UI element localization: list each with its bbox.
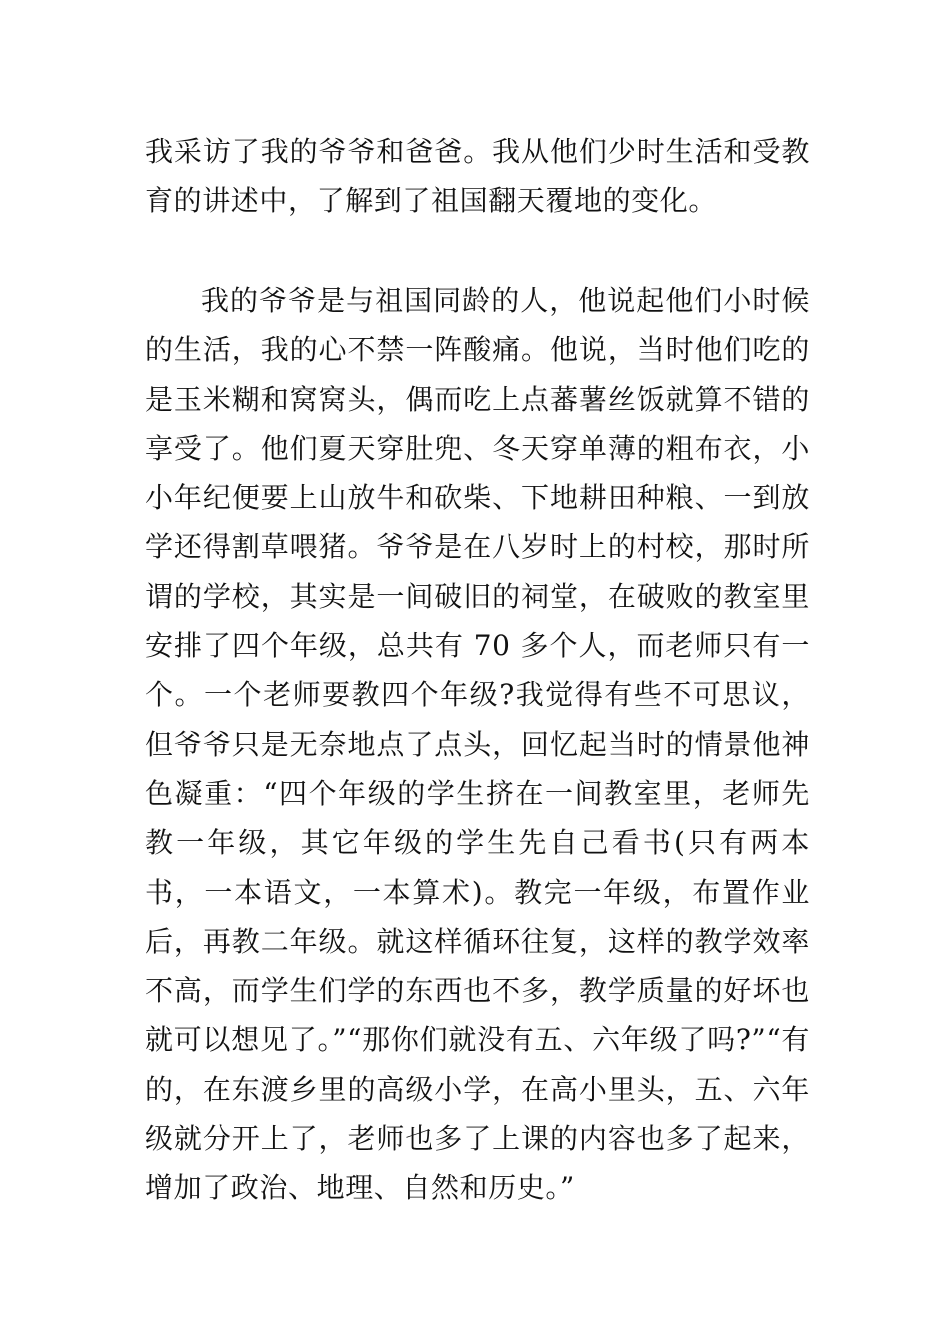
paragraph-intro: 我采访了我的爷爷和爸爸。我从他们少时生活和受教育的讲述中，了解到了祖国翻天覆地的变化。 <box>145 135 810 218</box>
paragraph-grandfather-story: 我的爷爷是与祖国同龄的人，他说起他们小时候的生活，我的心不禁一阵酸痛。他说，当时他们吃的是玉米糊和窝窝头，偶而吃上点蕃薯丝饭就算不错的享受了。他们夏天穿肚兜、冬天穿单薄的粗布衣，小小年纪便要上山放牛和砍柴、下地耕田种粮、一到放学还得割草喂猪。爷爷是在八岁时上的村校，那时所谓的学校，其实是一间破旧的祠堂，在破败的教室里安排了四个年级，总共有 70 多个人，而老师只有一个。一个老师要教四个年级?我觉得有些不可思议，但爷爷只是无奈地点了点头，回忆起当时的情景他神色凝重：“四个年级的学生挤在一间教室里，老师先教一年级，其它年级的学生先自己看书(只有两本书，一本语文，一本算术)。教完一年级，布置作业后，再教二年级。就这样循环往复，这样的教学效率不高，而学生们学的东西也不多，教学质量的好坏也就可以想见了。”“那你们就没有五、六年级了吗?”“有的，在东渡乡里的高级小学，在高小里头，五、六年级就分开上了，老师也多了上课的内容也多了起来，增加了政治、地理、自然和历史。” <box>145 284 810 1205</box>
